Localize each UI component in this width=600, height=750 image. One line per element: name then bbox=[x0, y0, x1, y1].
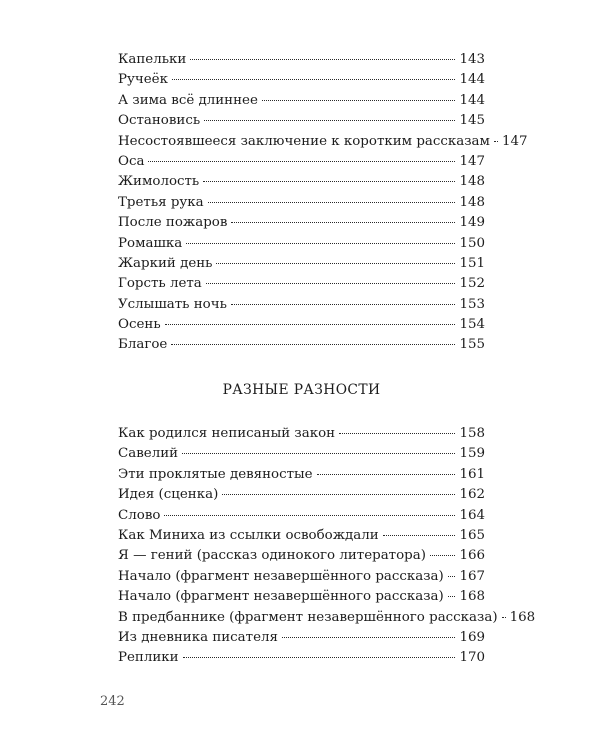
toc-entry bbox=[118, 132, 528, 152]
toc-entry bbox=[118, 608, 536, 628]
toc-entry-page: 166 bbox=[459, 548, 485, 564]
toc-leader-dots bbox=[383, 534, 456, 536]
toc-entry-page: 145 bbox=[459, 113, 485, 129]
toc-entry-page: 167 bbox=[459, 568, 485, 584]
toc-leader-dots bbox=[216, 262, 455, 264]
toc-list-part2 bbox=[118, 424, 536, 669]
toc-entry bbox=[118, 172, 485, 192]
toc-entry bbox=[118, 274, 485, 294]
toc-entry-title: Я — гений (рассказ одинокого литератора) bbox=[118, 548, 426, 564]
toc-entry-title: Эти проклятые девяностые bbox=[118, 466, 313, 482]
page-number: 242 bbox=[100, 694, 125, 709]
toc-leader-dots bbox=[182, 452, 455, 454]
toc-entry bbox=[118, 526, 485, 546]
toc-entry-title: Остановись bbox=[118, 113, 201, 129]
toc-entry bbox=[118, 465, 485, 485]
toc-entry-page: 143 bbox=[459, 52, 485, 67]
toc-entry bbox=[118, 111, 485, 131]
toc-entry-page: 162 bbox=[459, 487, 485, 503]
toc-entry-page: 147 bbox=[459, 153, 485, 169]
toc-entry bbox=[118, 424, 485, 444]
toc-entry bbox=[118, 546, 485, 566]
toc-entry bbox=[118, 50, 485, 70]
toc-entry-title: Жимолость bbox=[118, 174, 200, 190]
toc-leader-dots bbox=[165, 323, 456, 325]
toc-entry-page: 147 bbox=[501, 133, 528, 149]
toc-entry-title: Ромашка bbox=[118, 235, 183, 251]
toc-entry-title: Как Миниха из ссылки освобождали bbox=[118, 527, 379, 543]
toc-entry bbox=[118, 152, 485, 172]
toc-entry-page: 144 bbox=[459, 92, 485, 108]
toc-entry-page: 161 bbox=[459, 466, 485, 482]
toc-leader-dots bbox=[231, 303, 456, 305]
toc-leader-dots bbox=[172, 78, 455, 80]
toc-leader-dots bbox=[282, 636, 455, 638]
toc-entry bbox=[118, 295, 485, 315]
toc-entry-title: Савелий bbox=[118, 446, 179, 462]
toc-entry-page: 151 bbox=[459, 255, 485, 271]
toc-entry-title: Третья рука bbox=[118, 194, 204, 210]
toc-leader-dots bbox=[208, 201, 456, 203]
toc-leader-dots bbox=[430, 554, 456, 556]
toc-leader-dots bbox=[317, 473, 456, 475]
toc-leader-dots bbox=[164, 514, 455, 516]
toc-entry-title: Слово bbox=[118, 507, 161, 523]
toc-leader-dots bbox=[203, 180, 455, 182]
toc-entry-title: Несостоявшееся заключение к коротким рассказам bbox=[118, 133, 490, 149]
toc-entry bbox=[118, 254, 485, 274]
toc-entry-title: Из дневника писателя bbox=[118, 629, 278, 645]
toc-entry bbox=[118, 567, 485, 587]
toc-entry-title: В предбаннике (фрагмент незавершённого рассказа) bbox=[118, 609, 498, 625]
toc-entry-title: Благое bbox=[118, 337, 168, 353]
toc-entry-page: 152 bbox=[459, 276, 485, 292]
toc-leader-dots bbox=[339, 432, 455, 434]
toc-list-part1 bbox=[118, 50, 528, 356]
toc-leader-dots bbox=[222, 493, 455, 495]
toc-entry bbox=[118, 628, 485, 648]
toc-entry bbox=[118, 648, 485, 668]
toc-leader-dots bbox=[448, 595, 456, 597]
toc-entry-page: 158 bbox=[459, 426, 485, 441]
toc-entry bbox=[118, 70, 485, 90]
toc-entry-page: 165 bbox=[459, 527, 485, 543]
toc-entry-title: Осень bbox=[118, 317, 161, 333]
toc-entry bbox=[118, 213, 485, 233]
toc-leader-dots bbox=[148, 160, 455, 162]
toc-entry-page: 155 bbox=[459, 337, 485, 353]
toc-entry-page: 150 bbox=[459, 235, 485, 251]
toc-entry-title: Жаркий день bbox=[118, 255, 213, 271]
toc-entry-title: Горсть лета bbox=[118, 276, 202, 292]
toc-entry-page: 169 bbox=[459, 629, 485, 645]
toc-entry-title: Начало (фрагмент незавершённого рассказа) bbox=[118, 589, 444, 605]
toc-leader-dots bbox=[448, 575, 456, 577]
toc-entry-title: А зима всё длиннее bbox=[118, 92, 258, 108]
toc-entry bbox=[118, 587, 485, 607]
toc-leader-dots bbox=[502, 616, 506, 618]
toc-entry bbox=[118, 506, 485, 526]
toc-entry bbox=[118, 91, 485, 111]
toc-entry-page: 144 bbox=[459, 72, 485, 88]
toc-leader-dots bbox=[190, 58, 455, 60]
toc-entry-title: Начало (фрагмент незавершённого рассказа) bbox=[118, 568, 444, 584]
toc-entry-title: После пожаров bbox=[118, 215, 228, 231]
toc-entry-title: Как родился неписаный закон bbox=[118, 426, 336, 441]
toc-entry-title: Услышать ночь bbox=[118, 296, 227, 312]
toc-leader-dots bbox=[262, 99, 456, 101]
toc-entry-page: 154 bbox=[459, 317, 485, 333]
toc-leader-dots bbox=[494, 140, 498, 142]
toc-entry-page: 164 bbox=[459, 507, 485, 523]
toc-entry-page: 153 bbox=[459, 296, 485, 312]
toc-leader-dots bbox=[186, 242, 455, 244]
toc-entry bbox=[118, 444, 485, 464]
toc-entry bbox=[118, 485, 485, 505]
toc-entry-page: 149 bbox=[459, 215, 485, 231]
toc-entry-title: Капельки bbox=[118, 52, 187, 67]
toc-entry-title: Ручеёк bbox=[118, 72, 168, 88]
toc-leader-dots bbox=[171, 343, 455, 345]
toc-entry-title: Оса bbox=[118, 153, 145, 169]
toc-entry-page: 168 bbox=[459, 589, 485, 605]
toc-entry-page: 148 bbox=[459, 174, 485, 190]
toc-entry-page: 148 bbox=[459, 194, 485, 210]
toc-entry bbox=[118, 193, 485, 213]
toc-entry-title: Реплики bbox=[118, 650, 179, 666]
toc-entry bbox=[118, 234, 485, 254]
toc-entry bbox=[118, 315, 485, 335]
toc-entry-page: 170 bbox=[459, 650, 485, 666]
toc-entry-page: 159 bbox=[459, 446, 485, 462]
toc-leader-dots bbox=[206, 282, 456, 284]
section-heading: РАЗНЫЕ РАЗНОСТИ bbox=[222, 382, 381, 398]
toc-leader-dots bbox=[204, 119, 455, 121]
toc-entry-title: Идея (сценка) bbox=[118, 487, 219, 503]
toc-entry bbox=[118, 335, 485, 355]
toc-leader-dots bbox=[231, 221, 455, 223]
toc-entry-page: 168 bbox=[509, 609, 536, 625]
toc-leader-dots bbox=[183, 656, 456, 658]
